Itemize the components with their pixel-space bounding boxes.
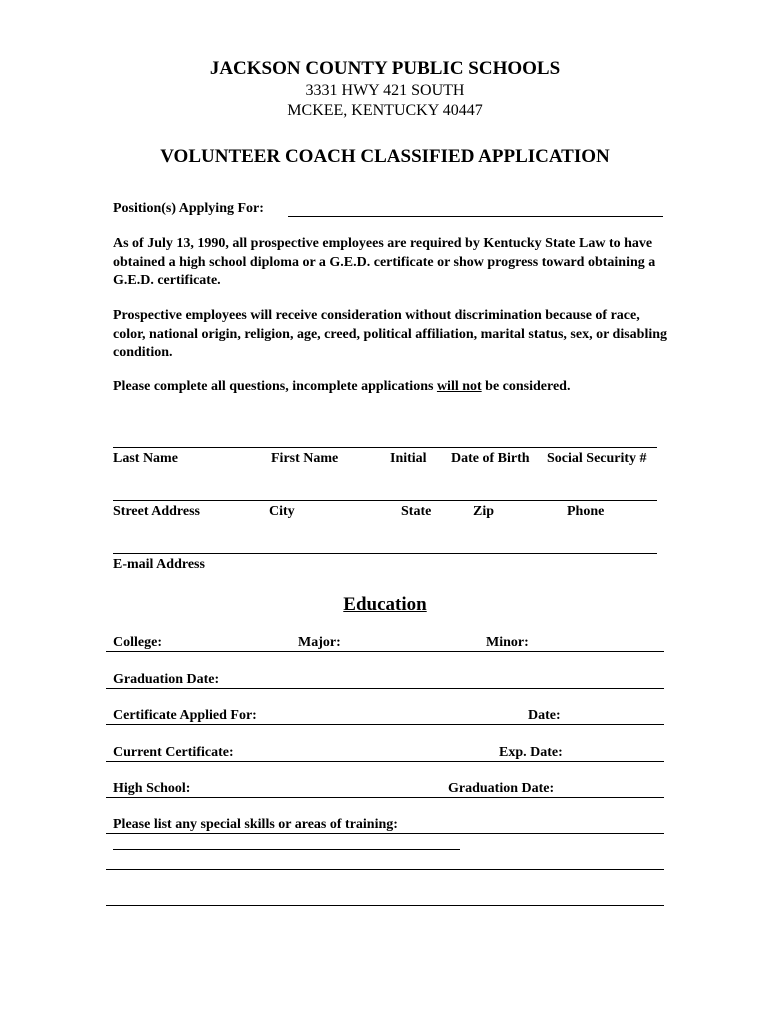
current-certificate-label: Current Certificate: [113, 745, 234, 760]
complete-notice-start: Please complete all questions, incomplete applications [113, 379, 437, 394]
city-label: City [269, 504, 295, 519]
special-skills-line-3[interactable] [106, 869, 664, 870]
certificate-date-label: Date: [528, 708, 561, 723]
certificate-applied-label: Certificate Applied For: [113, 708, 257, 723]
state-label: State [401, 504, 432, 519]
exp-date-label: Exp. Date: [499, 745, 563, 760]
initial-label: Initial [390, 451, 427, 466]
address-line-1: 3331 HWY 421 SOUTH [305, 82, 465, 99]
special-skills-label: Please list any special skills or areas of training: [113, 817, 398, 832]
complete-notice [113, 378, 673, 397]
position-field[interactable] [288, 216, 663, 217]
ssn-label: Social Security # [547, 451, 647, 466]
personal-row-1-line[interactable] [113, 447, 657, 448]
first-name-label: First Name [271, 451, 339, 466]
hs-graduation-date-label: Graduation Date: [448, 781, 555, 796]
college-line[interactable] [106, 651, 664, 652]
special-skills-line-1[interactable] [106, 833, 664, 834]
graduation-date-line[interactable] [106, 688, 664, 689]
special-skills-line-2[interactable] [113, 849, 460, 850]
phone-label: Phone [567, 504, 605, 519]
position-label: Position(s) Applying For: [113, 201, 264, 216]
will-not-emphasis: will not [436, 379, 482, 394]
special-skills-line-4[interactable] [106, 905, 664, 906]
major-label: Major: [298, 635, 341, 650]
org-name: JACKSON COUNTY PUBLIC SCHOOLS [209, 58, 561, 79]
zip-label: Zip [473, 504, 495, 519]
certificate-applied-line[interactable] [106, 724, 664, 725]
nondiscrimination-notice: Prospective employees will receive consideration without discrimination because of race, color, national origin, religion, age, creed, political affiliation, marital status, sex, or disabling condition. [113, 308, 668, 360]
high-school-line[interactable] [106, 797, 664, 798]
graduation-date-label: Graduation Date: [113, 672, 220, 687]
high-school-label: High School: [113, 781, 191, 796]
email-label: E-mail Address [113, 557, 205, 572]
current-certificate-line[interactable] [106, 761, 664, 762]
street-address-label: Street Address [113, 504, 200, 519]
complete-notice-end: be considered. [481, 379, 571, 394]
date-of-birth-label: Date of Birth [451, 451, 530, 466]
email-line[interactable] [113, 553, 657, 554]
last-name-label: Last Name [113, 451, 178, 466]
address-line-2: MCKEE, KENTUCKY 40447 [287, 102, 483, 119]
form-title: VOLUNTEER COACH CLASSIFIED APPLICATION [160, 146, 610, 167]
college-label: College: [113, 635, 162, 650]
personal-row-2-line[interactable] [113, 500, 657, 501]
education-heading: Education [343, 594, 427, 615]
ged-notice: As of July 13, 1990, all prospective employees are required by Kentucky State Law to have obtained a high school diploma or a G.E.D. certificate or show progress toward obtaining a G.E.D. certificate. [113, 236, 656, 288]
minor-label: Minor: [486, 635, 529, 650]
